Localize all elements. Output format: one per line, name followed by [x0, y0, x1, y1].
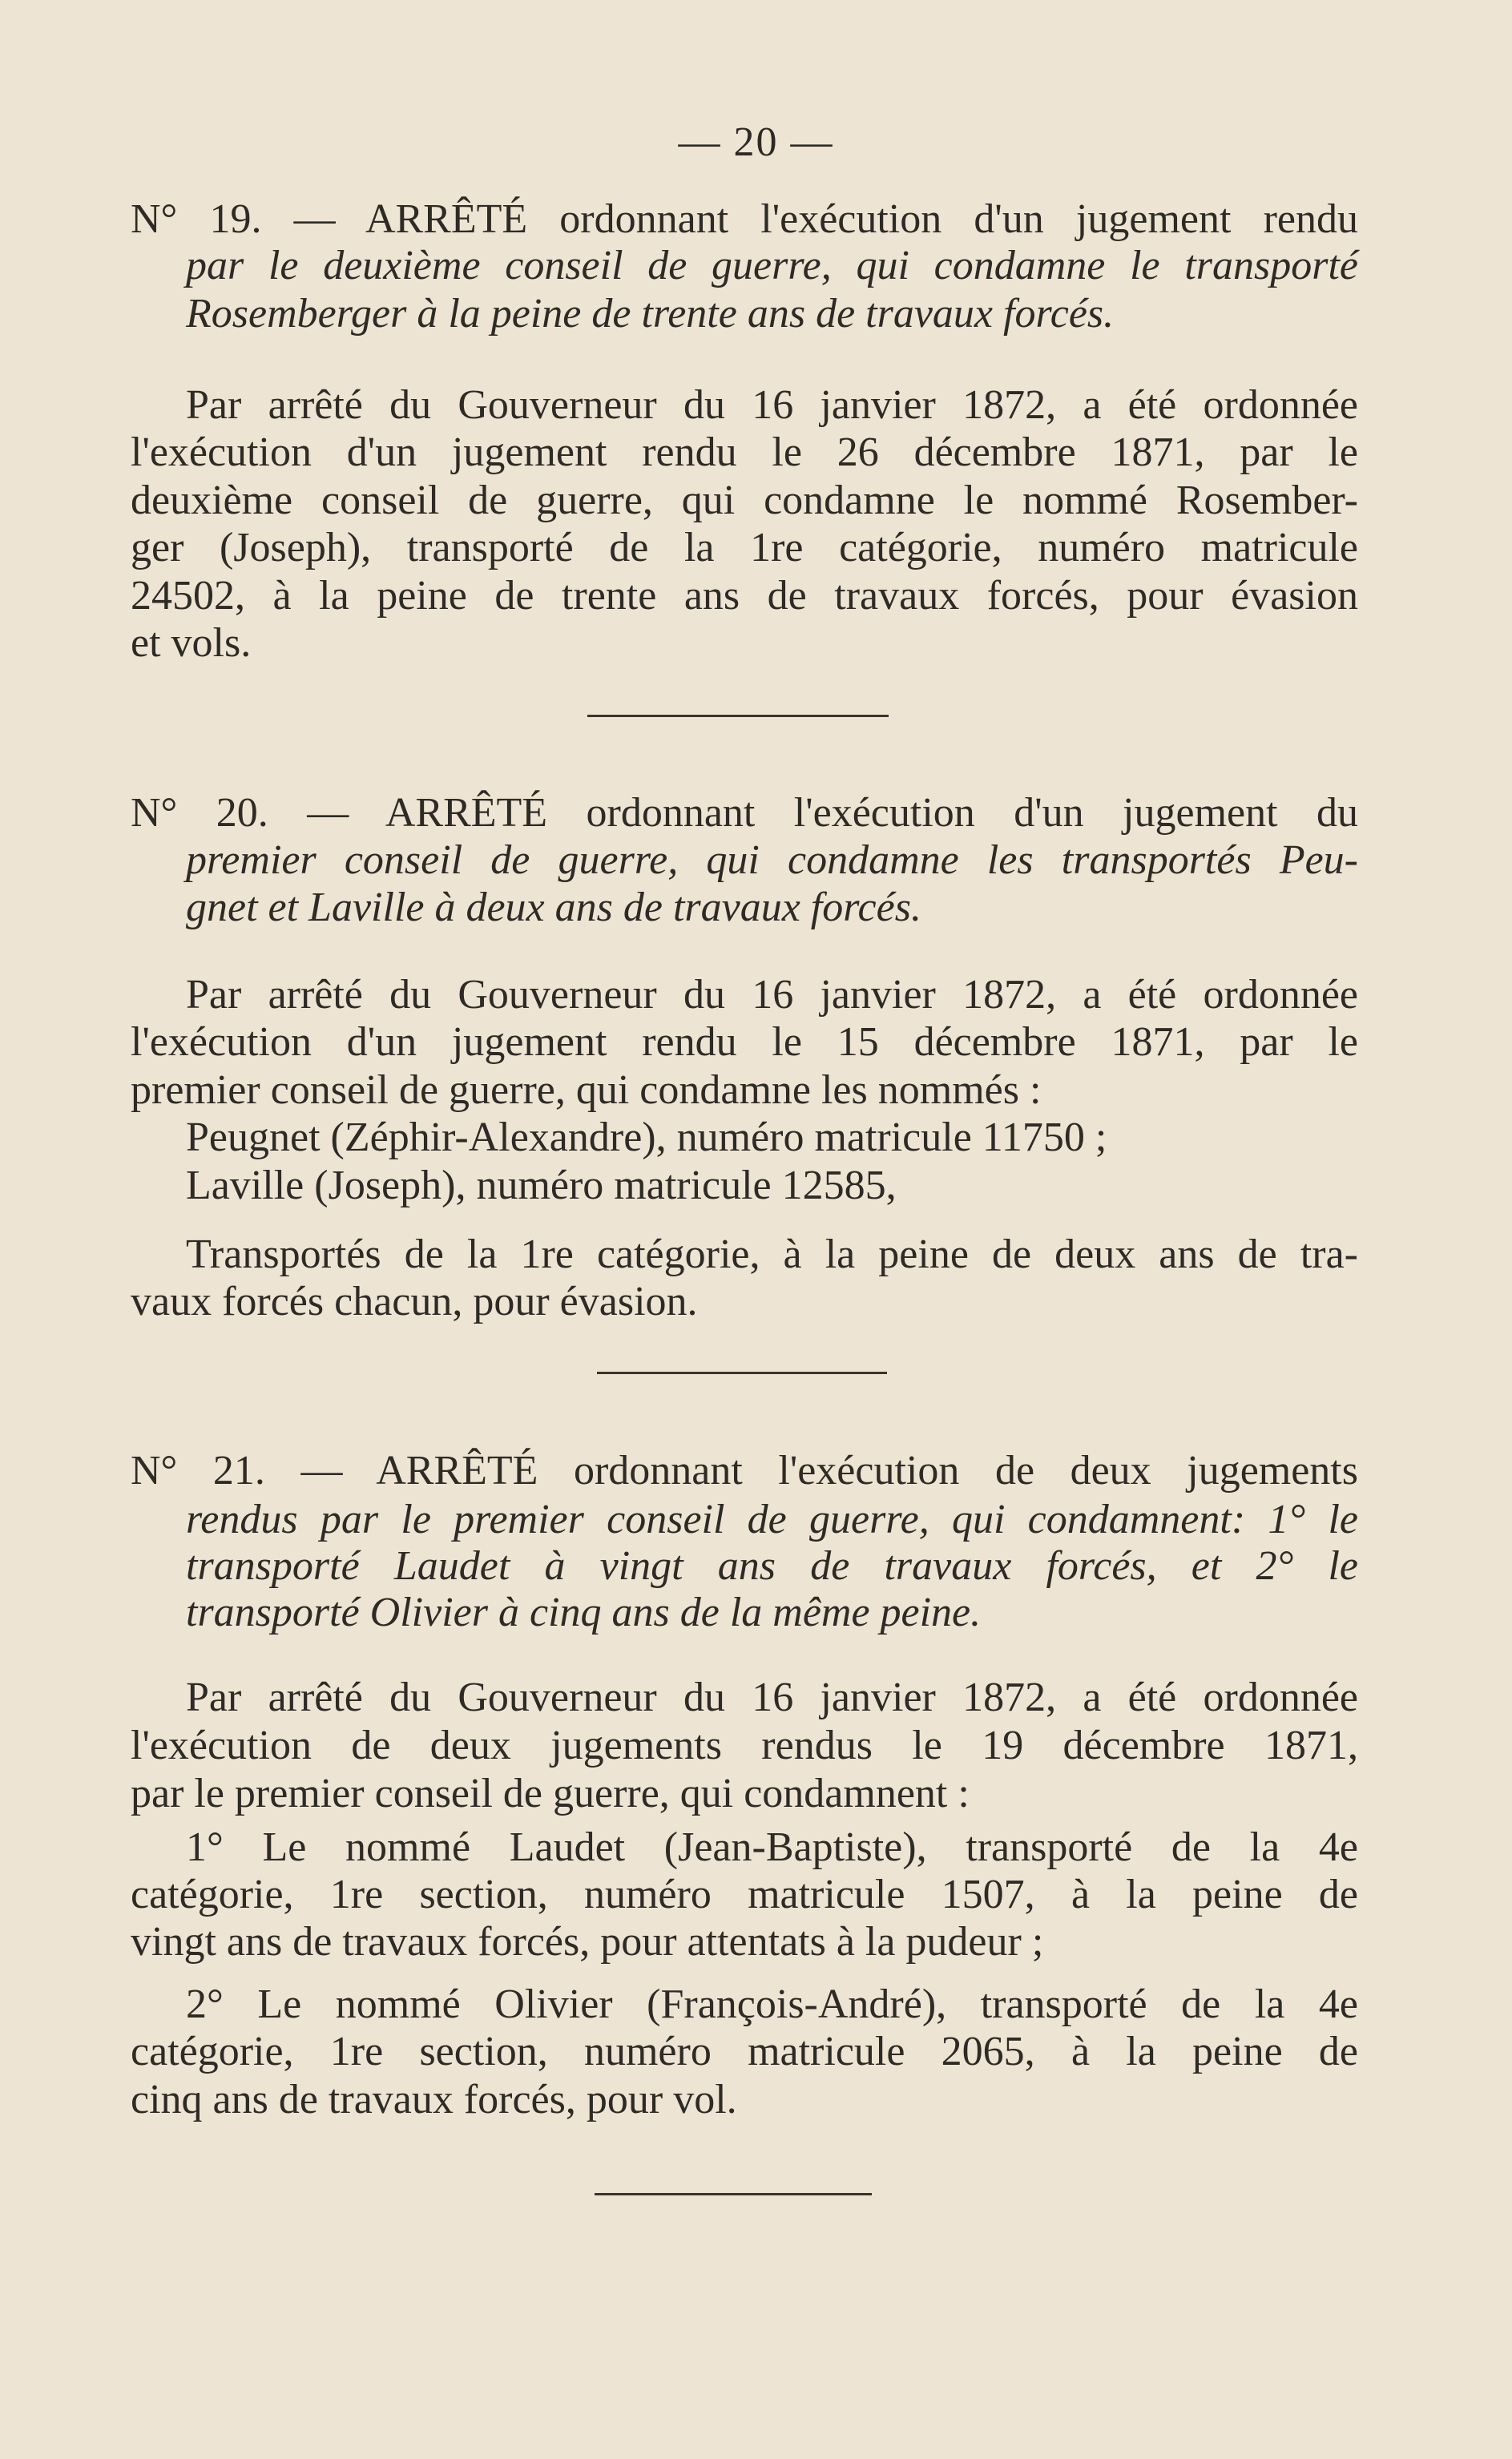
- entry-19-body-line-5: 24502, à la peine de trente ans de travaux forcés, pour évasion: [131, 573, 1358, 619]
- page-number: — 20 —: [678, 119, 834, 165]
- entry-20-header-line-1: N° 20. — ARRÊTÉ ordonnant l'exécution d'un jugement du: [131, 790, 1358, 836]
- entry-20-body-line-1: Par arrêté du Gouverneur du 16 janvier 1872, a été ordonnée: [186, 972, 1358, 1018]
- entry-19-header-line-2: par le deuxième conseil de guerre, qui condamne le transporté: [186, 243, 1358, 288]
- entry-20-body-line-6: Transportés de la 1re catégorie, à la peine de deux ans de tra-: [186, 1232, 1358, 1277]
- entry-19-body-line-4: ger (Joseph), transporté de la 1re catégorie, numéro matricule: [131, 525, 1358, 570]
- entry-19-body-line-1: Par arrêté du Gouverneur du 16 janvier 1872, a été ordonnée: [186, 382, 1358, 428]
- entry-19-header-line-3: Rosemberger à la peine de trente ans de travaux forcés.: [186, 291, 1115, 337]
- separator-rule: [587, 715, 889, 717]
- entry-21-header-line-3: transporté Laudet à vingt ans de travaux forcés, et 2° le: [186, 1543, 1358, 1589]
- entry-20-body-line-2: l'exécution d'un jugement rendu le 15 décembre 1871, par le: [131, 1019, 1358, 1065]
- entry-21-body-line-2: l'exécution de deux jugements rendus le 19 décembre 1871,: [131, 1723, 1358, 1768]
- entry-19-header-line-1: N° 19. — ARRÊTÉ ordonnant l'exécution d'un jugement rendu: [131, 196, 1358, 242]
- entry-21-body-line-9: cinq ans de travaux forcés, pour vol.: [131, 2077, 737, 2122]
- entry-19-body-line-2: l'exécution d'un jugement rendu le 26 décembre 1871, par le: [131, 429, 1358, 475]
- entry-20-body-line-5: Laville (Joseph), numéro matricule 12585,: [186, 1163, 897, 1208]
- entry-20-body-line-7: vaux forcés chacun, pour évasion.: [131, 1279, 698, 1324]
- entry-20-header-line-2: premier conseil de guerre, qui condamne les transportés Peu-: [186, 837, 1358, 883]
- entry-21-body-line-6: vingt ans de travaux forcés, pour attentats à la pudeur ;: [131, 1919, 1044, 1965]
- entry-21-body-line-8: catégorie, 1re section, numéro matricule 2065, à la peine de: [131, 2029, 1358, 2074]
- entry-19-body-line-6: et vols.: [131, 620, 252, 666]
- entry-21-body-line-3: par le premier conseil de guerre, qui condamnent :: [131, 1771, 970, 1816]
- entry-21-body-line-5: catégorie, 1re section, numéro matricule 1507, à la peine de: [131, 1872, 1358, 1917]
- entry-20-body-line-3: premier conseil de guerre, qui condamne les nommés :: [131, 1067, 1042, 1113]
- separator-rule: [597, 1372, 887, 1374]
- entry-21-header-line-1: N° 21. — ARRÊTÉ ordonnant l'exécution de deux jugements: [131, 1448, 1358, 1494]
- entry-21-body-line-4: 1° Le nommé Laudet (Jean-Baptiste), transporté de la 4e: [186, 1824, 1358, 1870]
- separator-rule: [595, 2193, 872, 2195]
- entry-20-body-line-4: Peugnet (Zéphir-Alexandre), numéro matricule 11750 ;: [186, 1115, 1107, 1160]
- entry-21-header-line-2: rendus par le premier conseil de guerre, qui condamnent: 1° le: [186, 1497, 1358, 1542]
- entry-19-body-line-3: deuxième conseil de guerre, qui condamne le nommé Rosember-: [131, 478, 1358, 523]
- entry-21-header-line-4: transporté Olivier à cinq ans de la même peine.: [186, 1590, 982, 1635]
- entry-21-body-line-7: 2° Le nommé Olivier (François-André), transporté de la 4e: [186, 1981, 1358, 2027]
- entry-20-header-line-3: gnet et Laville à deux ans de travaux forcés.: [186, 885, 921, 930]
- entry-21-body-line-1: Par arrêté du Gouverneur du 16 janvier 1872, a été ordonnée: [186, 1675, 1358, 1720]
